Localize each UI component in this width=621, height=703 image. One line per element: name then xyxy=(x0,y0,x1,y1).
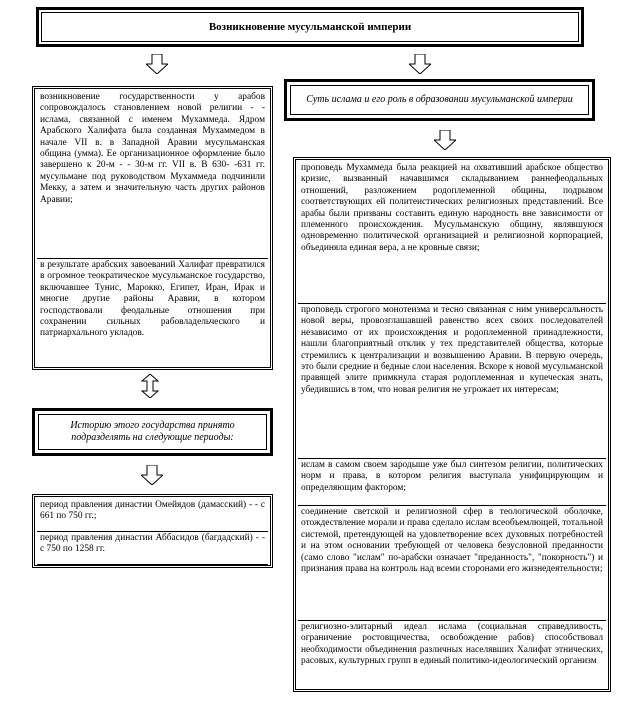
left-top-box xyxy=(32,86,273,370)
period-item-1: период правления династии Омейядов (дамасский) - - с 661 по 750 гг.; xyxy=(37,499,268,532)
arrow-down-icon xyxy=(409,54,431,74)
right-title-box xyxy=(284,79,595,121)
arrow-down-icon xyxy=(146,54,168,74)
left-top-item-1: возникновение государственности у арабов сопровождалось становлением новой религии - - ислама, связанной с именем Мухаммеда. Ядром Арабского Халифата была созданная Мухаммедом в начале VII в. в Западной Аравии мусульманская община (умма). Ее организационное оформление было завершено к 20-м - - 30-м гг. VII в. В 630- -631 гг. мусульмане под руководством Мухаммеда подчинили Мекку, а затем и значительную часть других районов Аравии; xyxy=(37,91,268,259)
right-content-box xyxy=(293,157,611,692)
left-top-item-2: в результате арабских завоеваний Халифат превратился в огромное теократическое мусульманское государство, включавшее Тунис, Марокко, Египет, Иран, Ирак и многие другие районы Аравии, в котором господствовали феодальные отношения при сохранении сильных рабовладельческого и патриархального укладов. xyxy=(40,260,265,339)
period-item-2: период правления династии Аббасидов (багдадский) - - с 750 по 1258 гг. xyxy=(37,532,268,565)
arrow-updown-icon xyxy=(141,374,159,398)
right-item-5: религиозно-элитарный идеал ислама (социальная справедливость, ограничение ростовщичества, освобождение рабов) способствовал необходимости объединения различных населявших Халифат этнических, расовых, культурных групп в единый политико-идеологический организм xyxy=(301,622,603,667)
periods-intro-box xyxy=(32,408,273,456)
right-item-1: проповедь Мухаммеда была реакцией на охвативший арабское общество кризис, вызванный начавшимся складыванием раннефеодальных отношений, разложением родоплеменной общины, подрывом соответствующих ей политеистических религиозных представлений. Все арабы были призваны составить единую народность вне зависимости от племенного происхождения. Мусульманскую общину, являвшуюся одновременно политической организацией и религиозной корпорацией, объединяла единая вера, а не кровные связи; xyxy=(298,162,606,304)
periods-box xyxy=(32,494,273,568)
right-item-4: соединение светской и религиозной сфер в теологической оболочке, отождествление морали и права сделало ислам всеобъемлющей, тотальной системой, претендующей на удовлетворение всех духовных потребностей и на этом основании требующей от человека безусловной преданности (само слово "ислам" по-арабски означает "преданность", "покорность") и признания права на контроль над всеми сторонами его жизнедеятельности; xyxy=(298,506,606,621)
title-box xyxy=(36,7,584,47)
arrow-down-icon xyxy=(141,465,163,485)
right-item-3: ислам в самом своем зародыше уже был синтезом религии, политических норм и права, в котором религия выступала унифицирующим и определяющим фактором; xyxy=(298,459,606,506)
arrow-down-icon xyxy=(434,130,456,150)
periods-intro-text: Историю этого государства принято подразделять на следующие периоды: xyxy=(38,414,267,450)
page-title: Возникновение мусульманской империи xyxy=(41,12,579,42)
right-title-text: Суть ислама и его роль в образовании мусульманской империи xyxy=(290,85,589,115)
right-item-2: проповедь строгого монотеизма и тесно связанная с ним универсальность новой веры, провозглашавшей равенство всех своих последователей независимо от их происхождения и родоплеменной принадлежности, нашли благоприятный отклик у тех представителей общества, которые стремились к централизации и возвышению Аравии. В первую очередь, это были средние и бедные слои населения. Вскоре к новой мусульманской правящей элите примкнула старая родоплеменная и купеческая знать, убедившись в том, что новая религия не угрожает их интересам; xyxy=(298,304,606,459)
